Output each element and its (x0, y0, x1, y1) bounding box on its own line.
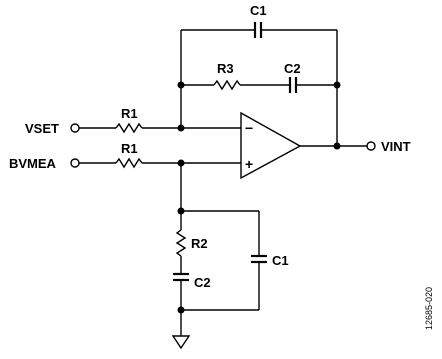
r1-top-label: R1 (121, 106, 138, 121)
r3-label: R3 (217, 61, 234, 76)
bvmea-terminal (71, 159, 79, 167)
plus-sign: + (245, 156, 254, 172)
bvmea-label: BVMEA (9, 156, 56, 171)
r1-top-resistor (116, 124, 142, 132)
r1-bottom-label: R1 (121, 141, 138, 156)
vset-terminal (71, 124, 79, 132)
r3-resistor (214, 81, 240, 89)
ground-symbol (173, 336, 189, 348)
figure-id: 12685-020 (424, 286, 434, 330)
vint-terminal (367, 142, 375, 150)
minus-sign: − (245, 120, 254, 136)
c2-feedback-label: C2 (284, 61, 301, 76)
c1-top-label: C1 (250, 3, 267, 18)
c1-bottom-label: C1 (272, 253, 289, 268)
r1-bottom-resistor (116, 159, 142, 167)
r2-resistor (177, 230, 185, 256)
r2-label: R2 (191, 236, 208, 251)
vset-label: VSET (25, 121, 59, 136)
c2-bottom-label: C2 (194, 275, 211, 290)
vint-label: VINT (381, 139, 411, 154)
